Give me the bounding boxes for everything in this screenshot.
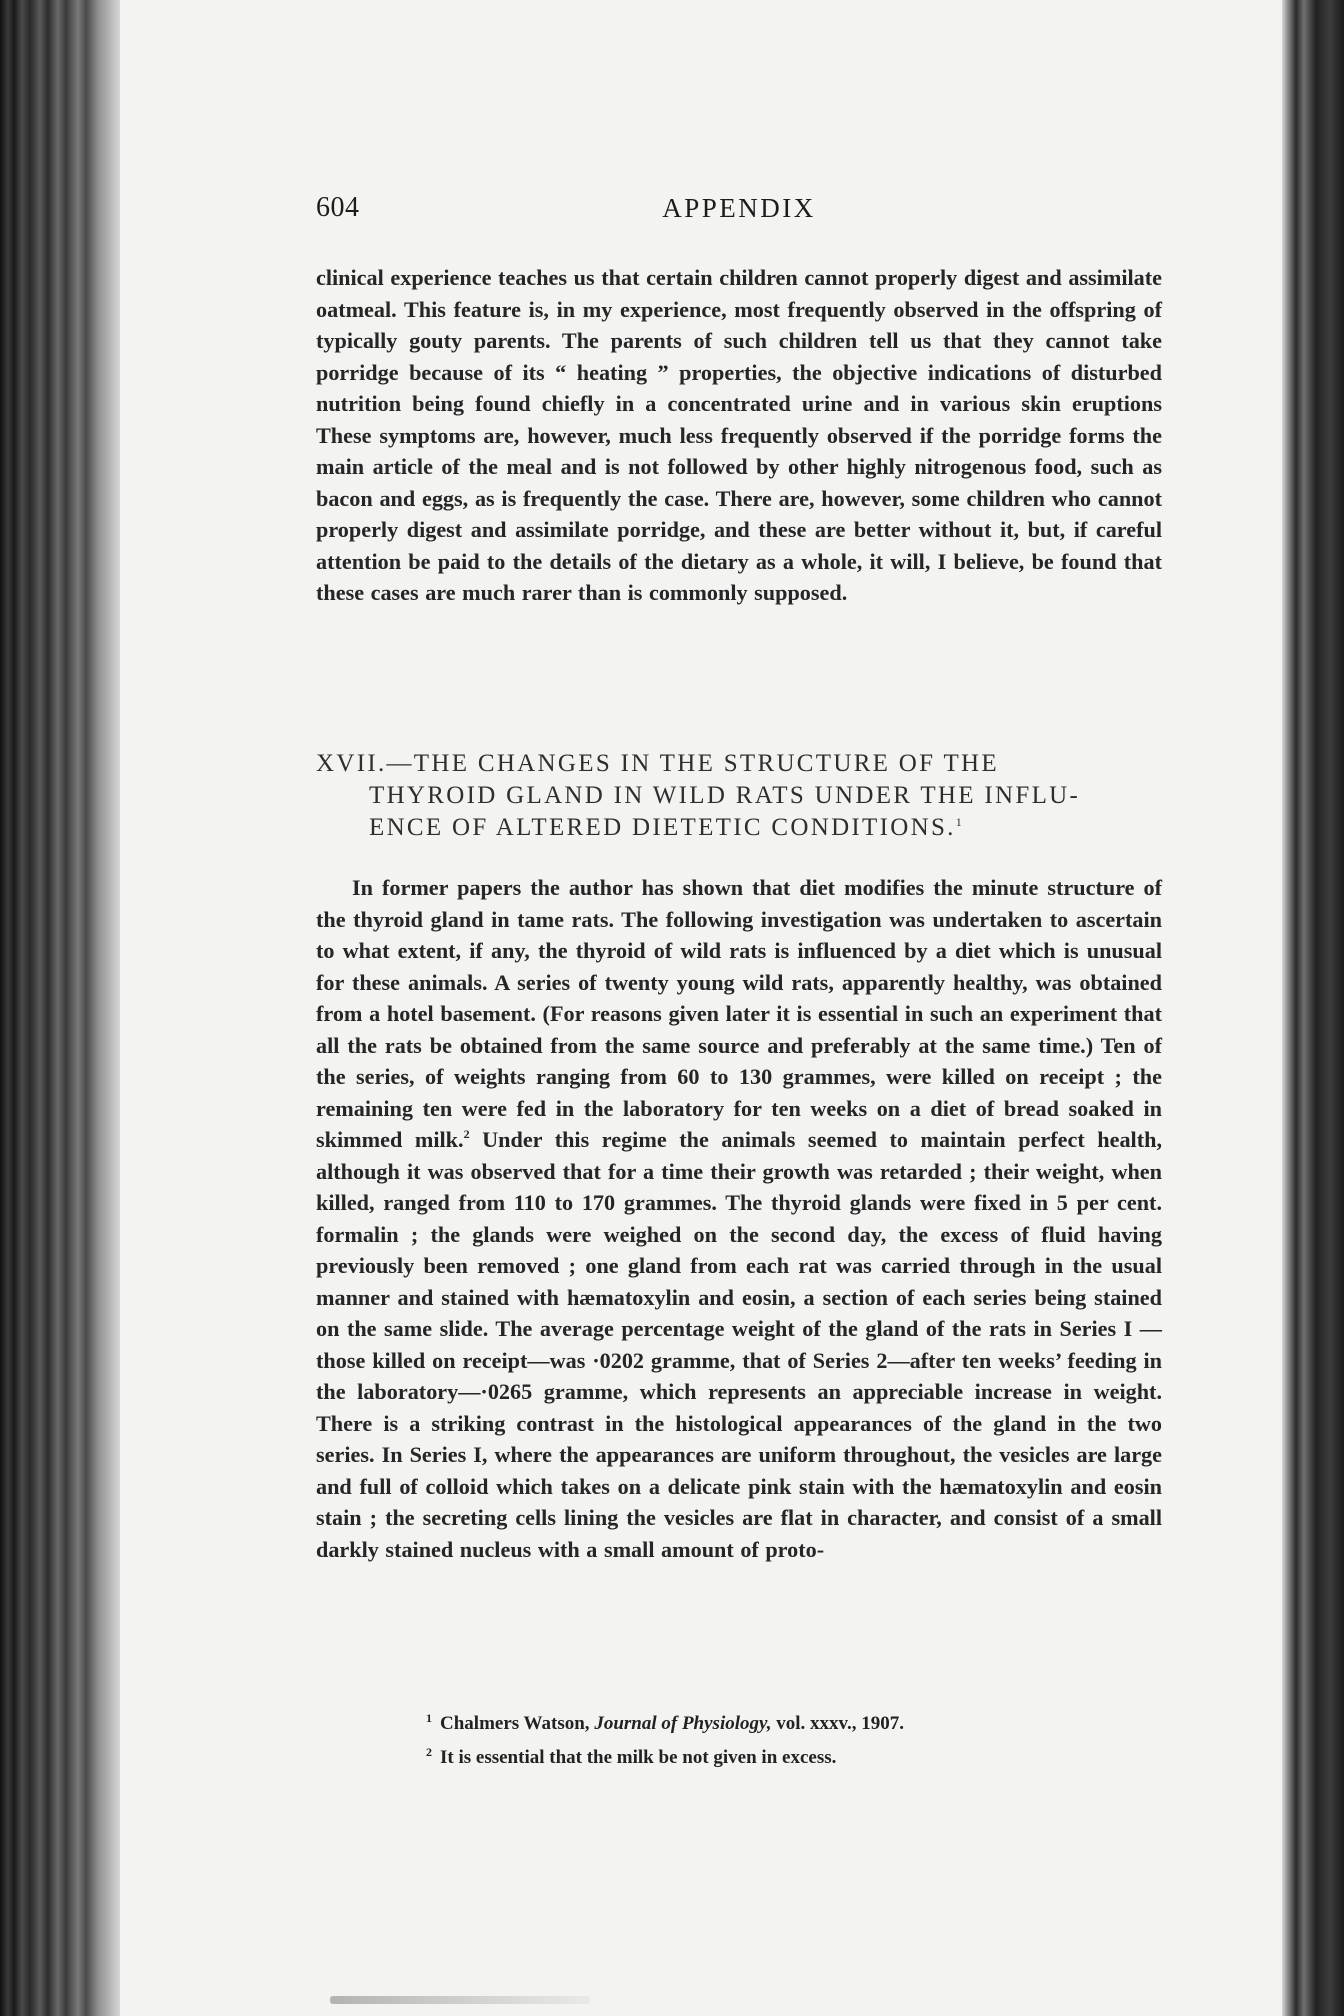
bottom-smudge <box>330 1996 590 2004</box>
footnotes <box>316 1704 1162 1772</box>
running-head-title: APPENDIX <box>662 193 816 223</box>
footnote-2-text: It is essential that the milk be not given in excess. <box>440 1747 837 1768</box>
paragraph-2-text <box>316 872 1162 1565</box>
page-number: 604 <box>316 192 360 223</box>
section-heading-line-3-wrap <box>316 812 1162 844</box>
paragraph-1 <box>316 262 1162 609</box>
footnote-2 <box>316 1738 1162 1772</box>
footnote-2-mark: 2 <box>426 1745 432 1759</box>
footnote-1-mark: 1 <box>426 1711 432 1725</box>
footnote-1-rest: vol. xxxv., 1907. <box>776 1713 904 1734</box>
section-heading-line-1: XVII.—THE CHANGES IN THE STRUCTURE OF THE <box>316 750 999 777</box>
running-head <box>316 188 1162 228</box>
footnote-1-author: Chalmers Watson, <box>440 1713 590 1734</box>
footnote-1 <box>316 1704 1162 1738</box>
book-page-stack <box>0 0 130 2016</box>
section-footnote-ref: 1 <box>955 815 965 829</box>
book-right-edge <box>1282 0 1344 2016</box>
paragraph-2-part-a: In former papers the author has shown that diet modifies the minute structure of the thyroid gland in tame rats. The following investigation was undertaken to ascertain to what extent, if any, the thyroid of wild rats is influenced by a diet which is unusual for these animals. A series of twenty young wild rats, apparently healthy, was obtained from a hotel basement. (For reasons given later it is essential in such an experiment that all the rats be obtained from the same source and preferably at the same time.) Ten of the series, of weights ranging from 60 to 130 grammes, were killed on receipt ; the remaining ten were fed in the laboratory for ten weeks on a diet of bread soaked in skimmed milk. <box>316 875 1162 1152</box>
paragraph-2 <box>316 872 1162 1565</box>
paragraph-1-text: clinical experience teaches us that certain children cannot properly digest and assimilate oatmeal. This feature is, in my experience, most frequently observed in the offspring of typically gouty parents. The parents of such children tell us that they cannot take porridge because of its “ heating ” properties, the objective indications of disturbed nutrition being found chiefly in a concentrated urine and in various skin eruptions These symptoms are, however, much less frequently observed if the porridge forms the main article of the meal and is not followed by other highly nitrogenous food, such as bacon and eggs, as is frequently the case. There are, however, some children who cannot properly digest and assimilate porridge, and these are better without it, but, if careful attention be paid to the details of the dietary as a whole, it will, I believe, be found that these cases are much rarer than is commonly supposed. <box>316 265 1162 605</box>
section-heading-line-2: THYROID GLAND IN WILD RATS UNDER THE INFLU- <box>369 782 1081 809</box>
section-heading-line-3: ENCE OF ALTERED DIETETIC CONDITIONS. <box>369 814 956 841</box>
paragraph-2-part-b: Under this regime the animals seemed to maintain perfect health, although it was observed that for a time their growth was retarded ; their weight, when killed, ranged from 110 to 170 grammes. The thyroid glands were fixed in 5 per cent. formalin ; the glands were weighed on the second day, the excess of fluid having previously been removed ; one gland from each rat was carried through in the usual manner and stained with hæmatoxylin and eosin, a section of each series being stained on the same slide. The average percentage weight of the gland of the rats in Series I —those killed on receipt—was ·0202 gramme, that of Series 2—after ten weeks’ feeding in the laboratory—·0265 gramme, which represents an appreciable increase in weight. There is a striking contrast in the histological appearances of the gland in the two series. In Series I, where the appearances are uniform throughout, the vesicles are large and full of colloid which takes on a delicate pink stain with the hæmatoxylin and eosin stain ; the secreting cells lining the vesicles are flat in character, and consist of a small darkly stained nucleus with a small amount of proto- <box>316 1127 1162 1562</box>
section-heading <box>316 748 1162 844</box>
footnote-1-journal: Journal of Physiology, <box>594 1713 772 1734</box>
paragraph-2-footnote-ref: 2 <box>463 1127 470 1141</box>
